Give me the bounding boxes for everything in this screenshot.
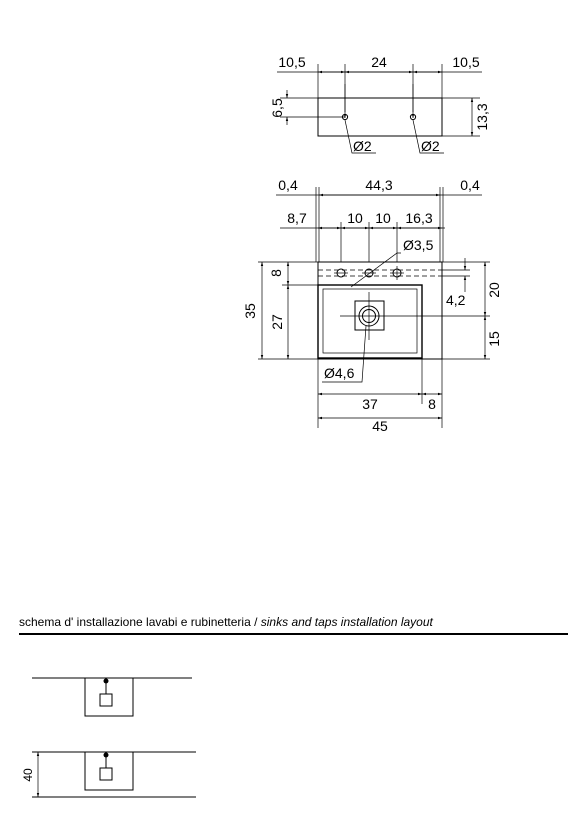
dim-ledge: 4,2 [446,292,466,308]
dim-total-width: 45 [372,418,388,434]
top-view [269,54,490,154]
dim-basin-height: 27 [269,314,285,330]
dim-spacing-b: 10 [375,210,391,226]
dim-rim-left: 0,4 [278,177,298,193]
dim-rim-right: 0,4 [460,177,480,193]
dim-right-lower: 15 [486,331,502,347]
dim-top-height: 13,3 [474,103,490,131]
dim-spacing-a: 10 [347,210,363,226]
layout-sink-1 [85,678,133,716]
dim-inner-width: 44,3 [365,177,393,193]
dim-tap-right: 16,3 [405,210,433,226]
dim-right-upper: 20 [486,282,502,298]
caption-italian: schema d' installazione lavabi e rubinetteria / [19,615,261,629]
front-view [242,177,502,434]
hole-left-label: Ø2 [353,138,372,154]
sink-outline [318,262,442,359]
dim-top-left: 10,5 [278,54,306,70]
hole-right-label: Ø2 [421,138,440,154]
layout-countertop [32,678,192,716]
dim-layout-height: 40 [21,768,35,782]
dim-top-right: 10,5 [452,54,480,70]
section-caption [19,615,433,629]
dim-tap-hole: Ø3,5 [403,237,434,253]
layout-sink-2 [85,752,133,790]
tap-dot-2 [104,753,109,758]
caption-english: sinks and taps installation layout [260,615,433,629]
dim-top-margin: 8 [268,269,284,277]
dim-drain: Ø4,6 [324,365,355,381]
dim-tap-offset: 8,7 [287,210,307,226]
basin-inner [323,289,417,353]
drain-square-1 [100,694,112,706]
layout-wall-hung [21,752,196,797]
basin-outline [318,285,422,358]
dim-hole-offset: 6,5 [269,98,285,118]
dim-total-height: 35 [242,303,258,319]
section-divider [19,633,568,635]
dim-top-center: 24 [371,54,387,70]
drain-square-2 [100,768,112,780]
tap-dot-1 [104,679,109,684]
dim-basin-width: 37 [362,396,378,412]
dim-side: 8 [428,396,436,412]
